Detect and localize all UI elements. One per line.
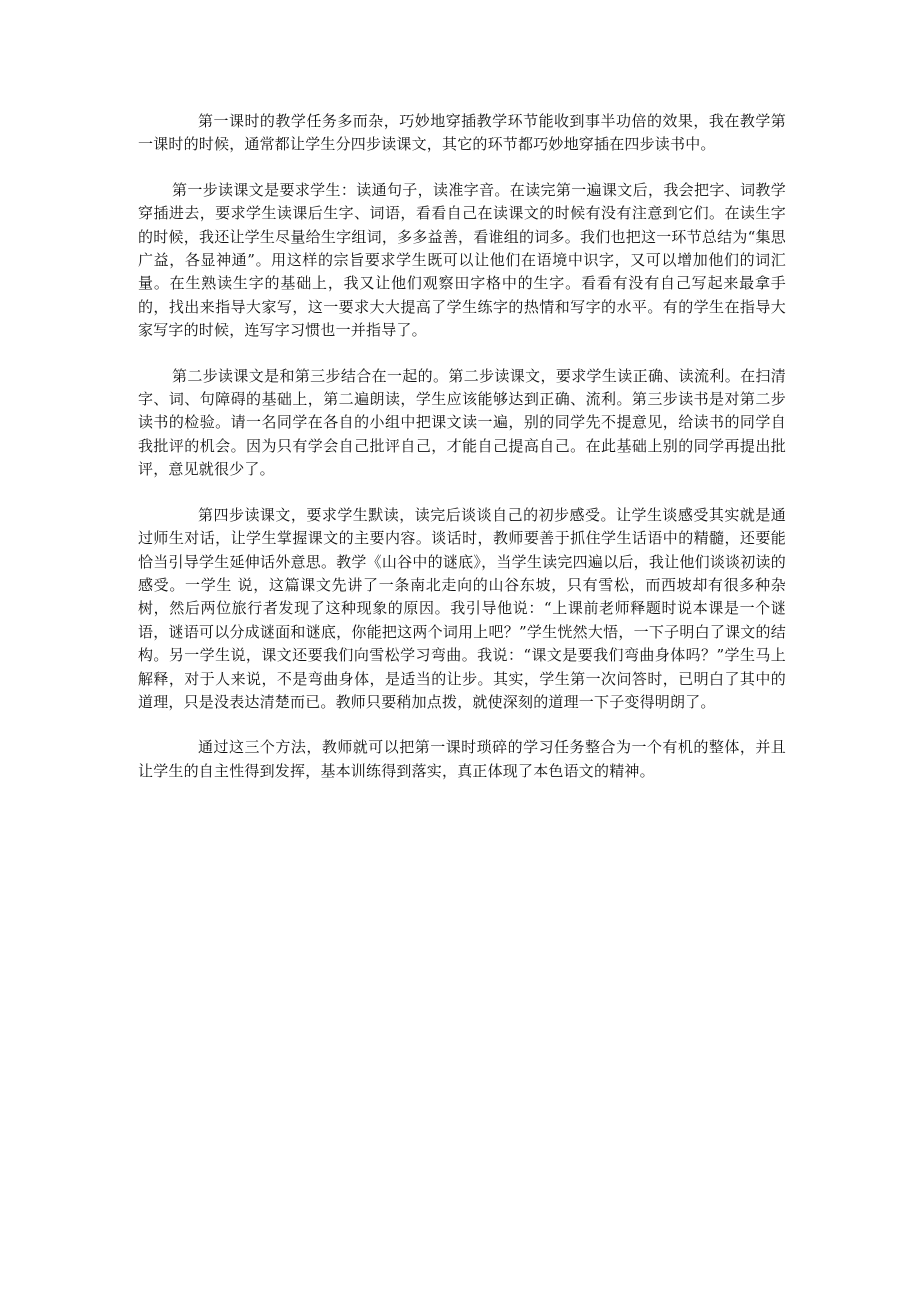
paragraph-step-four: 第四步读课文，要求学生默读，读完后谈谈自己的初步感受。让学生谈感受其实就是通过师生对话，让学生掌握课文的主要内容。谈话时，教师要善于抓住学生话语中的精髓，还要能恰当引导学生延伸话外意思。教学《山谷中的谜底》，当学生读完四遍以后，我让他们谈谈初读的感受。一学生 说，这篇课文先讲了一条南北走向的山谷东坡，只有雪松，而西坡却有很多种杂树，然后两位旅行者发现了这种现象的原因。我引导他说：“上课前老师释题时说本课是一个谜语，谜语可以分成谜面和谜底，你能把这两个词用上吧？”学生恍然大悟，一下子明白了课文的结构。另一学生说，课文还要我们向雪松学习弯曲。我说：“课文是要我们弯曲身体吗？”学生马上解释，对于人来说，不是弯曲身体，是适当的让步。其实，学生第一次问答时，已明白了其中的道理，只是没表达清楚而已。教师只要稍加点拨，就使深刻的道理一下子变得明朗了。 bbox=[138, 505, 786, 711]
paragraph-conclusion: 通过这三个方法，教师就可以把第一课时琐碎的学习任务整合为一个有机的整体，并且让学生的自主性得到发挥，基本训练得到落实，真正体现了本色语文的精神。 bbox=[138, 738, 786, 780]
paragraph-step-two-three: 第二步读课文是和第三步结合在一起的。第二步读课文，要求学生读正确、读流利。在扫清字、词、句障碍的基础上，第二遍朗读，学生应该能够达到正确、流利。第三步读书是对第二步读书的检验。请一名同学在各自的小组中把课文读一遍，别的同学先不提意见，给读书的同学自 我批评的机会。因为只有学会自己批评自己，才能自己提高自己。在此基础上别的同学再提出批评，意见就很少了。 bbox=[138, 366, 786, 479]
document-body bbox=[138, 110, 786, 783]
paragraph-step-one: 第一步读课文是要求学生：读通句子，读准字音。在读完第一遍课文后，我会把字、词教学穿插进去，要求学生读课后生字、词语，看看自己在读课文的时候有没有注意到它们。在读生字的时候，我还让学生尽量给生字组词，多多益善，看谁组的词多。我们也把这一环节总结为“集思广益，各显神通”。用这样的宗旨要求学生既可以让他们在语境中识字，又可以增加他们的词汇量。在生熟读生字的基础上，我又让他们观察田字格中的生字。看看有没有自己写起来最拿手的，找出来指导大家写，这一要求大大提高了学生练字的热情和写字的水平。有的学生在指导大家写字的时候，连写字习惯也一并指导了。 bbox=[138, 180, 786, 340]
paragraph-intro: 第一课时的教学任务多而杂，巧妙地穿插教学环节能收到事半功倍的效果，我在教学第一课时的时候，通常都让学生分四步读课文，其它的环节都巧妙地穿插在四步读书中。 bbox=[138, 112, 786, 154]
